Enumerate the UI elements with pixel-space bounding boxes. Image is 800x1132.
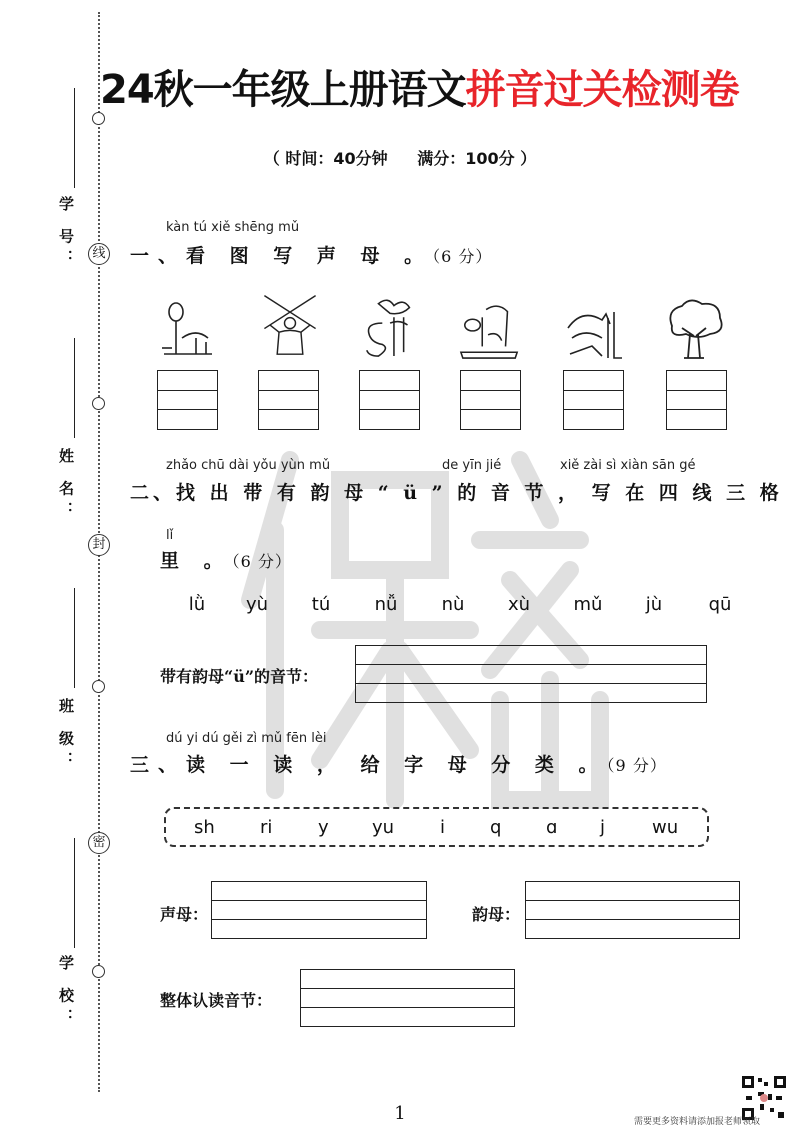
- q2-syllable: lǜ: [188, 594, 206, 615]
- q2-syllable: nù: [441, 594, 465, 615]
- silkworm-icon: [360, 294, 424, 358]
- q1-heading-text: 一、看 图 写 声 母 。: [130, 245, 433, 267]
- page-number: 1: [394, 1103, 406, 1124]
- wolf-icon: [562, 298, 626, 362]
- q3-item: wu: [652, 817, 679, 838]
- binding-hole: [92, 680, 105, 693]
- name-label: 姓 名：: [57, 448, 75, 523]
- q1-answer-grid[interactable]: [666, 370, 727, 430]
- exam-time: （ 时间：40分钟: [263, 149, 388, 168]
- binding-hole: [92, 397, 105, 410]
- q1-answer-grid[interactable]: [157, 370, 218, 430]
- q1-answer-grid[interactable]: [258, 370, 319, 430]
- q2-pinyin-2: de yīn jié: [442, 458, 502, 473]
- q1-score: （6 分）: [432, 247, 493, 266]
- q3-finals-lines[interactable]: [525, 881, 740, 939]
- q2-score: （6 分）: [231, 552, 292, 571]
- class-line[interactable]: [74, 588, 75, 688]
- q1-answer-grid[interactable]: [563, 370, 624, 430]
- q3-heading: [130, 750, 667, 777]
- title-part1: 24秋一年级上册语文: [100, 67, 466, 113]
- q2-syllable: mǔ: [573, 594, 603, 615]
- tree-icon: [662, 296, 726, 360]
- q3-item: ɑ: [546, 817, 558, 838]
- q3-pinyin: dú yi dú gěi zì mǔ fēn lèi: [166, 731, 327, 746]
- warrior-icon: [258, 292, 322, 356]
- q3-item: q: [490, 817, 502, 838]
- q2-syllable: yù: [245, 594, 269, 615]
- q2-syllable: xù: [507, 594, 531, 615]
- q2-heading-2-text: 里 。: [160, 550, 232, 572]
- seal-line-mark: 线: [88, 243, 110, 265]
- binding-hole: [92, 112, 105, 125]
- q3-item: sh: [194, 817, 215, 838]
- q2-pinyin-3: xiě zài sì xiàn sān gé: [560, 458, 696, 473]
- student-no-line[interactable]: [74, 88, 75, 188]
- q3-whole-lines[interactable]: [300, 969, 515, 1027]
- class-label: 班 级：: [57, 698, 75, 773]
- q2-heading-2: [160, 546, 292, 573]
- student-no-label: 学 号：: [57, 196, 75, 271]
- binding-hole: [92, 965, 105, 978]
- q3-item: j: [600, 817, 606, 838]
- q1-heading: [130, 241, 492, 268]
- title-part2: 拼音过关检测卷: [465, 67, 739, 113]
- q1-answer-grid[interactable]: [359, 370, 420, 430]
- exam-info: [0, 146, 800, 169]
- name-line[interactable]: [74, 338, 75, 438]
- exam-full-score: 满分：100分 ）: [417, 149, 537, 168]
- q2-pinyin-1: zhǎo chū dài yǒu yùn mǔ: [166, 458, 331, 473]
- q3-item: i: [440, 817, 446, 838]
- q2-heading: 二、找 出 带 有 韵 母 “ ü ” 的 音 节 ， 写 在 四 线 三 格: [130, 482, 783, 504]
- q3-item: y: [318, 817, 329, 838]
- footer-note: 需要更多资料请添加报老师领取: [633, 1117, 760, 1127]
- q3-whole-label: 整体认读音节：: [160, 991, 273, 1010]
- q2-pinyin-li: lǐ: [166, 528, 174, 543]
- q3-item: ri: [260, 817, 273, 838]
- q3-initials-label: 声母：: [160, 905, 209, 924]
- q3-item: yu: [372, 817, 395, 838]
- lotus-icon: [156, 298, 220, 362]
- school-line[interactable]: [74, 838, 75, 948]
- q1-pinyin: kàn tú xiě shēng mǔ: [166, 220, 300, 235]
- q2-syllable: jù: [645, 594, 663, 615]
- q2-syllable: qū: [708, 594, 732, 615]
- q3-letter-box: [164, 807, 709, 847]
- q2-syllable: tú: [311, 594, 331, 615]
- page-title: [100, 58, 790, 113]
- cactus-icon: [458, 296, 522, 360]
- q3-heading-text: 三、读 一 读 ， 给 字 母 分 类 。: [130, 754, 607, 776]
- school-label: 学 校：: [57, 955, 75, 1030]
- seal-seal-mark: 封: [88, 534, 110, 556]
- q1-answer-grid[interactable]: [460, 370, 521, 430]
- q3-finals-label: 韵母：: [472, 905, 521, 924]
- q2-answer-lines[interactable]: [355, 645, 707, 703]
- q2-answer-label: 带有韵母“ü”的音节：: [160, 667, 319, 686]
- seal-dense-mark: 密: [88, 832, 110, 854]
- q2-syllable: nǚ: [374, 594, 398, 615]
- q3-score: （9 分）: [606, 756, 667, 775]
- q3-initials-lines[interactable]: [211, 881, 427, 939]
